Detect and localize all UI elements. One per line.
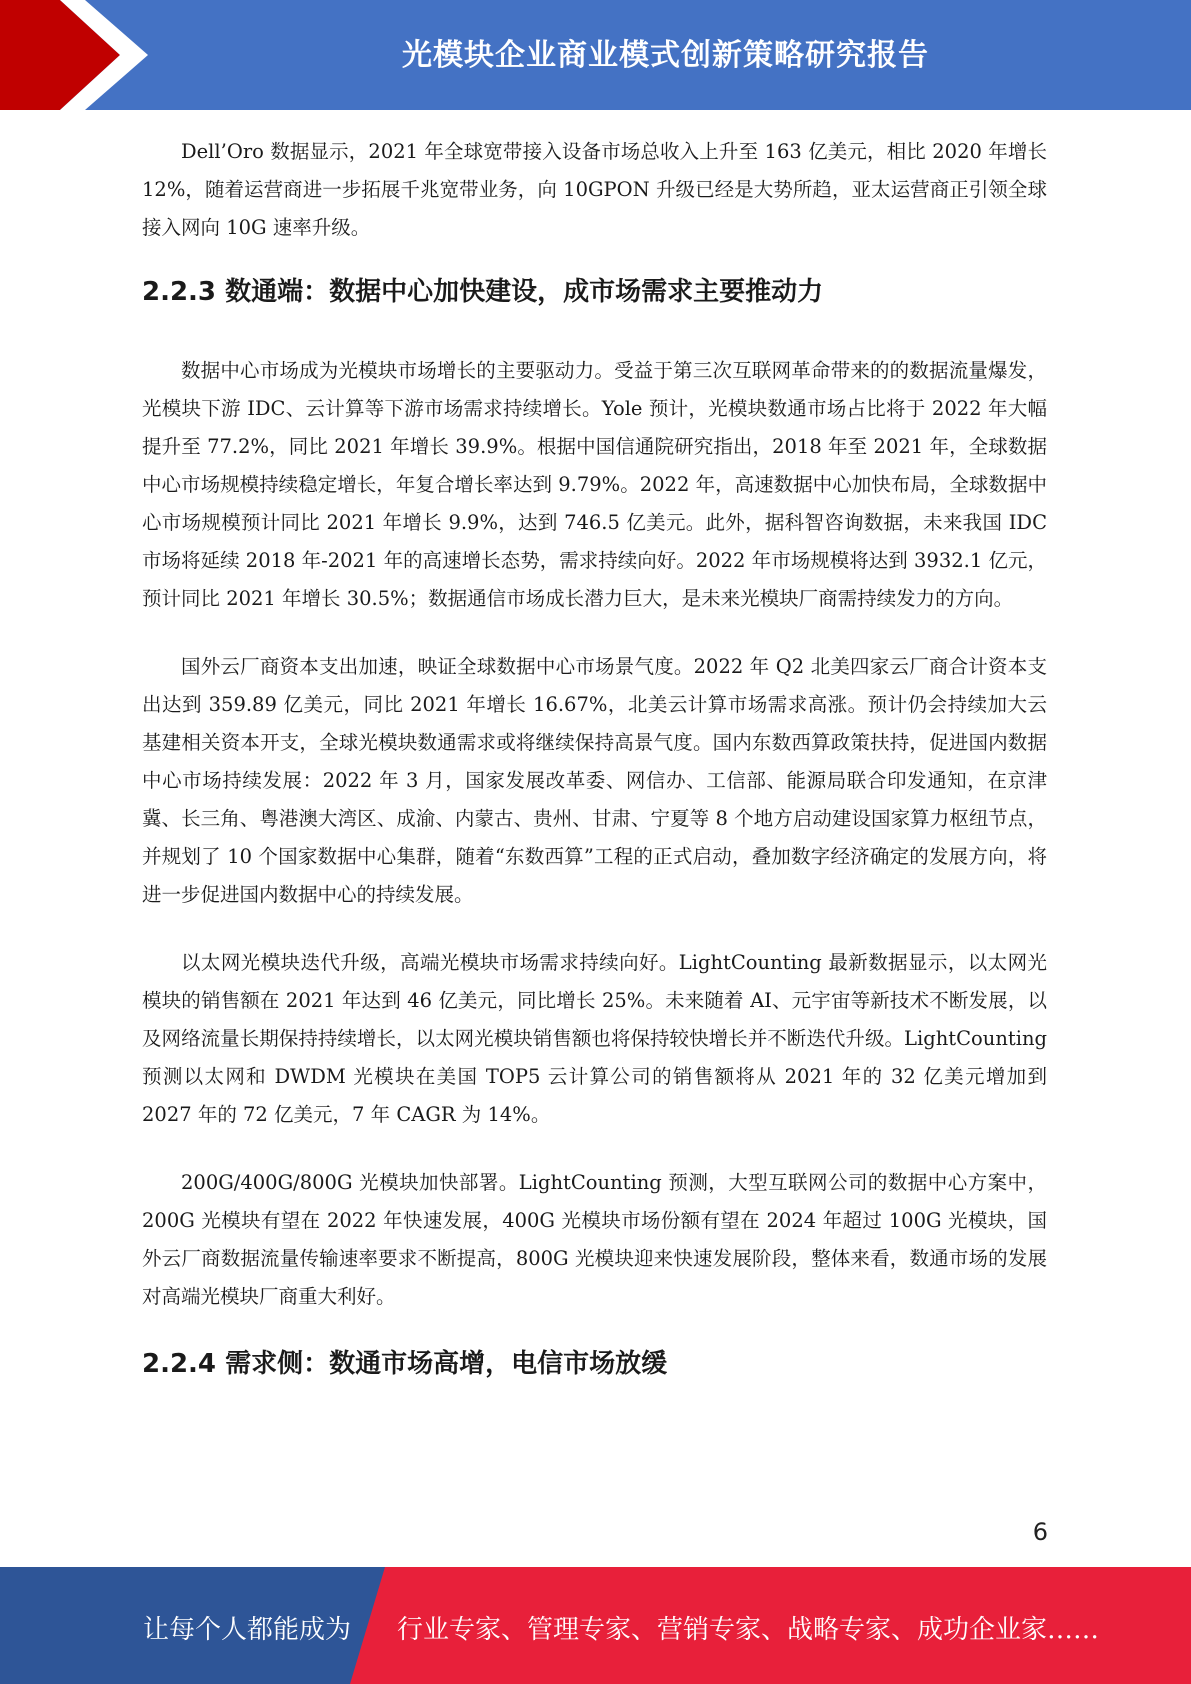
intro-paragraph: Dell’Oro 数据显示，2021 年全球宽带接入设备市场总收入上升至 163 亿美元，相比 2020 年增长 12%，随着运营商进一步拓展千兆宽带业务，向 10GPON 升级已经是大势所趋，亚太运营商正引领全球接入网向 10G 速率升级。 [142,140,1047,239]
footer-slogan-right: 行业专家、管理专家、营销专家、战略专家、成功企业家…… [397,1615,1100,1645]
body-paragraph: 数据中心市场成为光模块市场增长的主要驱动力。受益于第三次互联网革命带来的的数据流量爆发，光模块下游 IDC、云计算等下游市场需求持续增长。Yole 预计，光模块数通市场占比将于 2022 年大幅提升至 77.2%，同比 2021 年增长 39.9%。根据中国信通院研究指出，2018 年至 2021 年，全球数据中心市场规模持续稳定增长，年复合增长率达到 9.79%。2022 年，高速数据中心加快布局，全球数据中心市场规模预计同比 2021 年增长 9.9%，达到 746.5 亿美元。此外，据科智咨询数据，未来我国 IDC 市场将延续 2018 年-2021 年的高速增长态势，需求持续向好。2022 年市场规模将达到 3932.1 亿元，预计同比 2021 年增长 30.5%；数据通信市场成长潜力巨大，是未来光模块厂商需持续发力的方向。 [142,359,1047,610]
footer-slogan-left: 让每个人都能成为 [143,1615,352,1645]
section-heading-2-2-3: 2.2.3 数通端：数据中心加快建设，成市场需求主要推动力 [142,277,824,307]
body-paragraph: 国外云厂商资本支出加速，映证全球数据中心市场景气度。2022 年 Q2 北美四家云厂商合计资本支出达到 359.89 亿美元，同比 2021 年增长 16.67%，北美云计算市场需求高涨。预计仍会持续加大云基建相关资本开支，全球光模块数通需求或将继续保持高景气度。国内东数西算政策扶持，促进国内数据中心市场持续发展：2022 年 3 月，国家发展改革委、网信办、工信部、能源局联合印发通知，在京津冀、长三角、粤港澳大湾区、成渝、内蒙古、贵州、甘肃、宁夏等 8 个地方启动建设国家算力枢纽节点，并规划了 10 个国家数据中心集群，随着“东数西算”工程的正式启动，叠加数字经济确定的发展方向，将进一步促进国内数据中心的持续发展。 [142,655,1047,906]
header-banner [0,0,1191,110]
page-number: 6 [1032,1518,1048,1546]
header-arrow-decoration [0,0,160,110]
footer-banner [0,1567,1191,1684]
body-paragraph: 200G/400G/800G 光模块加快部署。LightCounting 预测，大型互联网公司的数据中心方案中，200G 光模块有望在 2022 年快速发展，400G 光模块市场份额有望在 2024 年超过 100G 光模块，国外云厂商数据流量传输速率要求不断提高，800G 光模块迎来快速发展阶段，整体来看，数通市场的发展对高端光模块厂商重大利好。 [142,1171,1047,1308]
body-paragraph: 以太网光模块迭代升级，高端光模块市场需求持续向好。LightCounting 最新数据显示，以太网光模块的销售额在 2021 年达到 46 亿美元，同比增长 25%。未来随着 AI、元宇宙等新技术不断发展，以及网络流量长期保持持续增长，以太网光模块销售额也将保持较快增长并不断迭代升级。LightCounting 预测以太网和 DWDM 光模块在美国 TOP5 云计算公司的销售额将从 2021 年的 32 亿美元增加到 2027 年的 72 亿美元，7 年 CAGR 为 14%。 [142,951,1047,1126]
page-content [142,133,1047,1382]
report-title: 光模块企业商业模式创新策略研究报告 [402,38,929,73]
section-heading-2-2-4: 2.2.4 需求侧：数通市场高增，电信市场放缓 [142,1349,668,1379]
